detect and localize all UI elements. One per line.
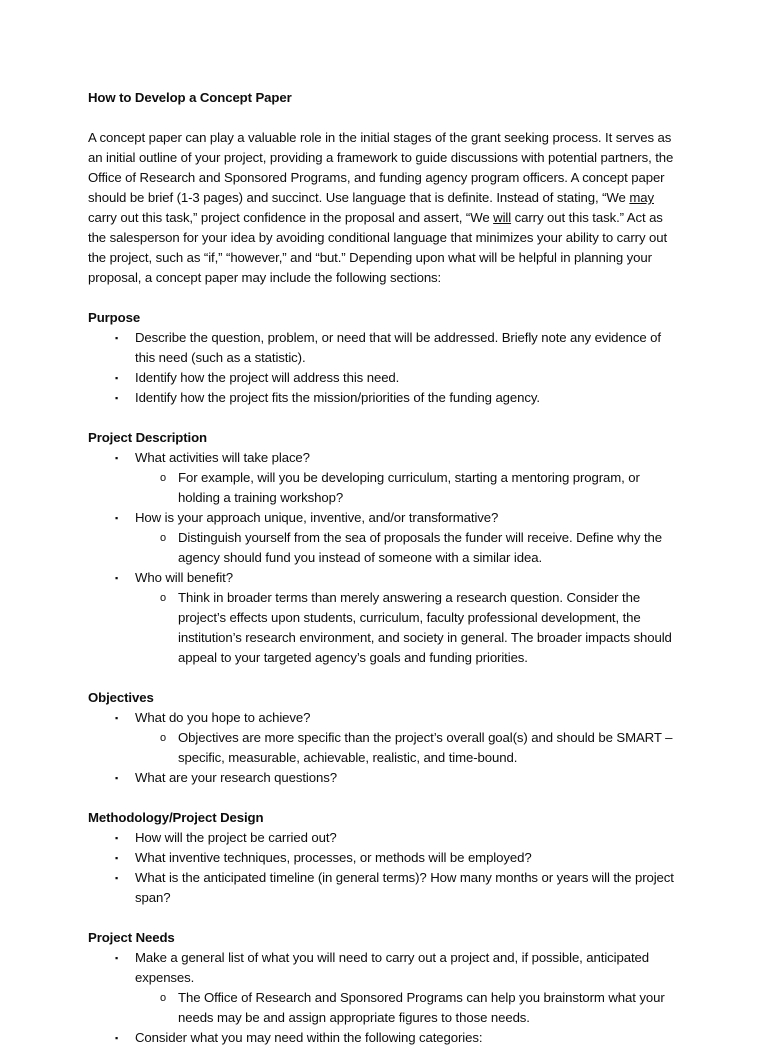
- list-item-label: What is the anticipated timeline (in general terms)? How many months or years will the project span?: [135, 870, 674, 905]
- list-item: [88, 508, 680, 568]
- circle-bullet-icon: o: [160, 532, 167, 544]
- sub-list-item: [135, 468, 680, 508]
- square-bullet-icon: ▪: [115, 713, 119, 723]
- list-item: [88, 368, 680, 388]
- bullet-list-level2: [135, 988, 680, 1028]
- page-title: How to Develop a Concept Paper: [88, 90, 292, 105]
- sub-list-item: [135, 528, 680, 568]
- circle-bullet-icon: o: [160, 472, 167, 484]
- emphasis-may: may: [629, 190, 654, 205]
- list-item: [88, 828, 680, 848]
- square-bullet-icon: ▪: [115, 513, 119, 523]
- sub-list-item-label: Think in broader terms than merely answering a research question. Consider the project’s effects upon students, curriculum, faculty professional development, the institution’s research environment, and society in general. The broader impacts should appeal to your targeted agency’s goals and funding priorities.: [178, 590, 672, 665]
- circle-bullet-icon: o: [160, 732, 167, 744]
- square-bullet-icon: ▪: [115, 453, 119, 463]
- square-bullet-icon: ▪: [115, 333, 119, 343]
- sub-list-item: [135, 588, 680, 668]
- bullet-list-level2: [135, 588, 680, 668]
- emphasis-will: will: [493, 210, 512, 225]
- sections-container: [88, 288, 680, 1048]
- list-item: [88, 948, 680, 1028]
- list-item-label: What do you hope to achieve?: [135, 710, 311, 725]
- bullet-list-level1: [88, 328, 680, 408]
- list-item: [88, 448, 680, 508]
- section-heading: Purpose: [88, 310, 141, 325]
- bullet-list-level2: [135, 728, 680, 768]
- title-spacer: [88, 108, 680, 128]
- list-item-label: What are your research questions?: [135, 770, 337, 785]
- list-item: [88, 328, 680, 368]
- list-item-label: Who will benefit?: [135, 570, 233, 585]
- list-item: [88, 1028, 680, 1048]
- square-bullet-icon: ▪: [115, 393, 119, 403]
- bullet-list-level1: [88, 448, 680, 668]
- sub-list-item-label: The Office of Research and Sponsored Programs can help you brainstorm what your needs may be and assign appropriate figures to those needs.: [178, 990, 665, 1025]
- bullet-list-level1: [88, 948, 680, 1048]
- bullet-list-level1: [88, 828, 680, 908]
- sub-list-item: [135, 728, 680, 768]
- section-heading: Project Description: [88, 430, 208, 445]
- section-spacer: [88, 288, 680, 308]
- list-item-label: Consider what you may need within the following categories:: [135, 1030, 483, 1045]
- list-item-label: What inventive techniques, processes, or methods will be employed?: [135, 850, 532, 865]
- list-item-label: Identify how the project will address this need.: [135, 370, 400, 385]
- circle-bullet-icon: o: [160, 592, 167, 604]
- list-item: [88, 388, 680, 408]
- square-bullet-icon: ▪: [115, 1033, 119, 1043]
- sub-list-item-label: Objectives are more specific than the project’s overall goal(s) and should be SMART – specific, measurable, achievable, realistic, and time-bound.: [178, 730, 673, 765]
- bullet-list-level2: [135, 528, 680, 568]
- list-item: [88, 868, 680, 908]
- section-spacer: [88, 668, 680, 688]
- document-body: [88, 88, 680, 1048]
- square-bullet-icon: ▪: [115, 953, 119, 963]
- section-heading: Project Needs: [88, 930, 175, 945]
- list-item: [88, 848, 680, 868]
- list-item-label: Identify how the project fits the mission/priorities of the funding agency.: [135, 390, 540, 405]
- square-bullet-icon: ▪: [115, 773, 119, 783]
- list-item-label: Make a general list of what you will need to carry out a project and, if possible, anticipated expenses.: [135, 950, 649, 985]
- square-bullet-icon: ▪: [115, 373, 119, 383]
- section-heading: Methodology/Project Design: [88, 810, 264, 825]
- circle-bullet-icon: o: [160, 992, 167, 1004]
- sub-list-item-label: For example, will you be developing curriculum, starting a mentoring program, or holding a training workshop?: [178, 470, 640, 505]
- square-bullet-icon: ▪: [115, 853, 119, 863]
- intro-part-3: carry out this task.” Act as the salesperson for your idea by avoiding conditional language that minimizes your ability to carry out the project, such as “if,” “however,” and “but.” Depending upon what will be helpful in planning your proposal, a concept paper may include the following sections:: [88, 210, 668, 285]
- bullet-list-level1: [88, 708, 680, 788]
- sub-list-item: [135, 988, 680, 1028]
- bullet-list-level2: [135, 468, 680, 508]
- sub-list-item-label: Distinguish yourself from the sea of proposals the funder will receive. Define why the agency should fund you instead of someone with a similar idea.: [178, 530, 662, 565]
- list-item-label: Describe the question, problem, or need that will be addressed. Briefly note any evidence of this need (such as a statistic).: [135, 330, 661, 365]
- list-item: [88, 768, 680, 788]
- square-bullet-icon: ▪: [115, 833, 119, 843]
- square-bullet-icon: ▪: [115, 873, 119, 883]
- intro-part-1: A concept paper can play a valuable role in the initial stages of the grant seeking process. It serves as an initial outline of your project, providing a framework to guide discussions with potential partners, the Office of Research and Sponsored Programs, and funding agency program officers. A concept paper should be brief (1-3 pages) and succinct. Use language that is definite. Instead of stating, “We: [88, 130, 674, 205]
- list-item: [88, 568, 680, 668]
- square-bullet-icon: ▪: [115, 573, 119, 583]
- list-item: [88, 708, 680, 768]
- intro-part-2: carry out this task,” project confidence in the proposal and assert, “We: [88, 210, 494, 225]
- list-item-label: What activities will take place?: [135, 450, 310, 465]
- section-spacer: [88, 408, 680, 428]
- list-item-label: How will the project be carried out?: [135, 830, 337, 845]
- list-item-label: How is your approach unique, inventive, and/or transformative?: [135, 510, 499, 525]
- section-heading: Objectives: [88, 690, 154, 705]
- intro-paragraph: [88, 128, 680, 288]
- section-spacer: [88, 908, 680, 928]
- section-spacer: [88, 788, 680, 808]
